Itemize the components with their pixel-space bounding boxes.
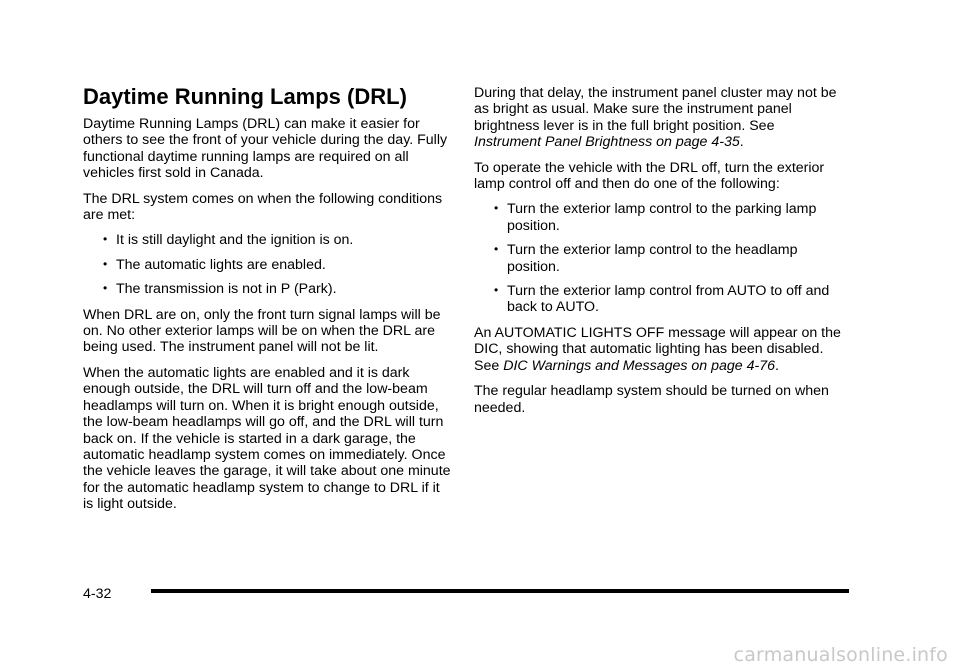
drl-off-list [474,201,844,315]
bullet-icon: • [494,283,499,298]
automatic-lights-paragraph: When the automatic lights are enabled and it is dark enough outside, the DRL will turn off and the low-beam headlamps will turn on. When it is bright enough outside, the low-beam headlamps will go off, and the DRL will turn back on. If the vehicle is started in a dark garage, the automatic headlamp system comes on immediately. Once the vehicle leaves the garage, it will take about one minute for the automatic headlamp system to change to DRL if it is light outside. [83,364,451,513]
bullet-icon: • [103,281,108,296]
bullet-icon: • [103,232,108,247]
list-item: • Turn the exterior lamp control from AUTO to off and back to AUTO. [494,283,830,316]
instrument-brightness-reference: Instrument Panel Brightness on page 4-35 [474,134,740,151]
page-number: 4-32 [83,586,112,602]
automatic-lights-off-paragraph: An AUTOMATIC LIGHTS OFF message will appear on the DIC, showing that automatic lighting has been disabled. See DIC Warnings and Messages on page 4-76. [474,324,841,374]
drl-intro-paragraph: Daytime Running Lamps (DRL) can make it easier for others to see the front of your vehicle during the day. Fully functional daytime running lamps are required on all vehicles first sold in Canada. [83,116,448,182]
section-heading: Daytime Running Lamps (DRL) [83,84,407,109]
dic-messages-reference: DIC Warnings and Messages on page 4-76 [503,357,776,374]
right-column [474,85,844,425]
list-item: • Turn the exterior lamp control to the parking lamp position. [494,201,817,234]
bullet-icon: • [103,256,108,271]
drl-conditions-list [83,232,453,297]
left-column [83,116,453,522]
drl-on-paragraph: When DRL are on, only the front turn signal lamps will be on. No other exterior lamps will be on when the DRL are being used. The instrument panel will not be lit. [83,306,441,356]
bullet-icon: • [494,201,499,216]
drl-off-paragraph: To operate the vehicle with the DRL off, turn the exterior lamp control off and then do one of the following: [474,159,825,193]
drl-conditions-paragraph: The DRL system comes on when the following conditions are met: [83,190,443,224]
bullet-icon: • [494,242,499,257]
list-item: • It is still daylight and the ignition is on. [103,232,354,249]
footer-divider [151,589,849,593]
watermark: carmanualsonline.info [733,644,948,666]
list-item: • The transmission is not in P (Park). [103,281,337,298]
regular-headlamp-paragraph: The regular headlamp system should be turned on when needed. [474,383,829,416]
list-item: • Turn the exterior lamp control to the headlamp position. [494,242,798,275]
list-item: • The automatic lights are enabled. [103,256,326,273]
delay-paragraph: During that delay, the instrument panel cluster may not be as bright as usual. Make sure the instrument panel brightness lever is in the full bright position. See Instrument Panel Brightness on page 4-35. [474,85,837,151]
